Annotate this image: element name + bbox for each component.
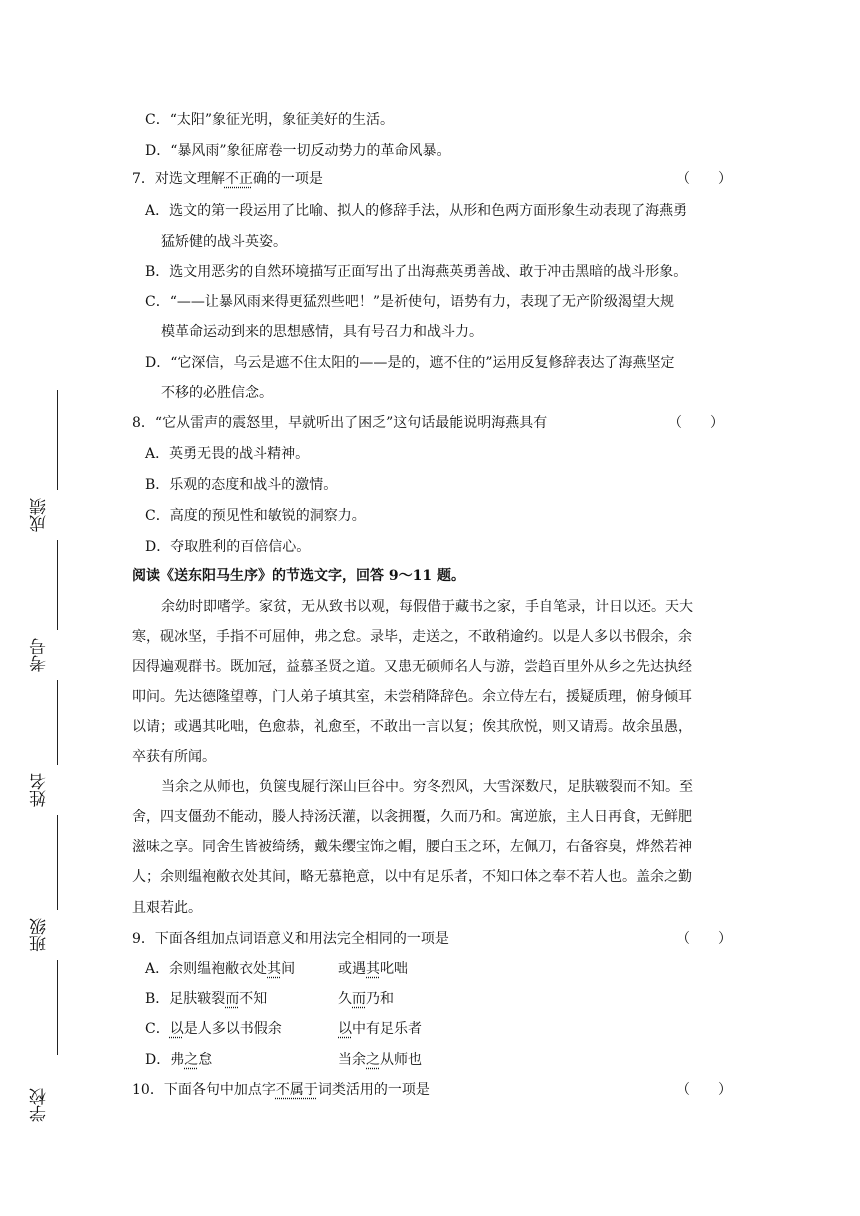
q6-option-c: C．“太阳”象征光明，象征美好的生活。 [145,112,395,128]
q7-stem-post: 确的一项是 [252,171,323,187]
passage-p1-line: 因得遍观群书。既加冠，益慕圣贤之道。又患无硕师名人与游，尝趋百里外从乡之先达执经 [132,659,692,675]
q10-answer-paren: （ ） [676,1082,732,1098]
passage-p2-line: 且艰若此。 [132,900,202,916]
dotted-word: 之 [184,1052,199,1068]
passage-p1-line: 卒获有所闻。 [132,749,216,765]
q7-option-a-line1: A．选文的第一段运用了比喻、拟人的修辞手法，从形和色两方面形象生动表现了海燕勇 [145,203,688,219]
dotted-word: 其 [366,961,380,977]
option-text: A．余则缊袍敝衣处 [145,961,268,977]
option-text: 久 [338,991,352,1007]
q7-option-c-line1: C．“——让暴风雨来得更猛烈些吧！”是祈使句，语势有力，表现了无产阶级渴望大规 [145,294,675,310]
binding-label-exam-no: 考号 [30,638,50,672]
q7-stem [132,169,323,189]
q9-option-d-right [338,1050,422,1070]
dotted-word: 以 [169,1021,184,1037]
binding-label-name: 姓名 [30,773,50,807]
q8-answer-paren: （ ） [668,415,724,431]
passage-p1-line: 以请；或遇其叱咄，色愈恭，礼愈至，不敢出一言以复；俟其欣悦，则又请焉。故余虽愚， [132,719,692,735]
q9-option-b-left [145,989,267,1009]
q9-answer-paren: （ ） [676,931,732,947]
passage-p1-line: 叩问。先达德隆望尊，门人弟子填其室，未尝稍降辞色。余立侍左右，援疑质理，俯身倾耳 [132,689,692,705]
option-text: 不知 [239,991,268,1007]
q9-stem: 9．下面各组加点词语意义和用法完全相同的一项是 [132,931,449,947]
reading-heading: 阅读《送东阳马生序》的节选文字，回答 9～11 题。 [132,568,465,584]
q7-option-c-line2: 模革命运动到来的思想感情，具有号召力和战斗力。 [161,324,483,340]
q9-option-c-right [338,1019,422,1039]
q7-option-d-line2: 不移的必胜信念。 [161,385,273,401]
binding-rule [57,680,58,765]
q10-stem-pre: 10．下面各句中加点字 [132,1082,276,1098]
option-text: 或遇 [338,961,366,977]
q8-option-a: A．英勇无畏的战斗精神。 [145,446,310,462]
passage-p1-line: 余幼时即嗜学。家贫，无从致书以观，每假借于藏书之家，手自笔录，计日以还。天大 [161,599,693,615]
option-text: 是人多以书假余 [183,1021,282,1037]
option-text: C． [145,1021,170,1037]
q8-option-c: C．高度的预见性和敏锐的洞察力。 [145,508,366,524]
q7-option-a-line2: 猛矫健的战斗英姿。 [161,234,287,250]
q10-stem-post: 词类活用的一项是 [317,1082,430,1098]
binding-rule [57,815,58,910]
passage-p1-line: 寒，砚冰坚，手指不可屈伸，弗之怠。录毕，走送之，不敢稍逾约。以是人多以书假余，余 [132,629,692,645]
binding-label-school: 学校 [30,1088,50,1122]
dotted-word: 之 [366,1052,380,1068]
q10-stem-emph: 不属于 [275,1082,318,1098]
q9-option-a-right [338,959,408,979]
option-text: 从师也 [380,1052,422,1068]
binding-label-score: 成绩 [30,498,50,532]
q8-option-d: D．夺取胜利的百倍信心。 [145,539,311,555]
passage-p2-line: 舍，四支僵劲不能动，媵人持汤沃灌，以衾拥覆，久而乃和。寓逆旅，主人日再食，无鲜肥 [132,809,692,825]
q9-option-d-left [145,1050,212,1070]
dotted-word: 以 [338,1021,352,1037]
q7-stem-emph: 不正 [224,171,253,187]
passage-p2-line: 当余之从师也，负箧曳屣行深山巨谷中。穷冬烈风，大雪深数尺，足肤皲裂而不知。至 [161,779,693,795]
option-text: 中有足乐者 [352,1021,422,1037]
option-text: D．弗 [145,1052,185,1068]
q10-stem [132,1080,430,1100]
binding-rule [57,390,58,490]
q9-option-c-left [145,1019,282,1039]
q8-option-b: B．乐观的态度和战斗的激情。 [145,477,338,493]
option-text: 怠 [198,1052,213,1068]
option-text: B．足肤皲裂 [145,991,226,1007]
q9-option-a-left [145,959,295,979]
q7-option-b: B．选文用恶劣的自然环境描写正面写出了出海燕英勇善战、敢于冲击黑暗的战斗形象。 [145,264,688,280]
q6-option-d: D．“暴风雨”象征席卷一切反动势力的革命风暴。 [145,143,451,159]
passage-p2-line: 人；余则缊袍敝衣处其间，略无慕艳意，以中有足乐者，不知口体之奉不若人也。盖余之勤 [132,869,692,885]
dotted-word: 而 [352,991,366,1007]
binding-rule [57,960,58,1055]
q7-option-d-line1: D．“它深信，乌云是遮不住太阳的——是的，遮不住的”运用反复修辞表达了海燕坚定 [145,355,675,371]
q7-stem-pre: 7．对选文理解 [132,171,225,187]
dotted-word: 而 [225,991,240,1007]
binding-rule [57,540,58,630]
option-text: 间 [281,961,296,977]
option-text: 当余 [338,1052,366,1068]
q7-answer-paren: （ ） [676,171,732,187]
binding-label-class: 班级 [30,918,50,952]
passage-p2-line: 滋味之享。同舍生皆被绮绣，戴朱缨宝饰之帽，腰白玉之环，左佩刀，右备容臭，烨然若神 [132,839,692,855]
q8-stem: 8．“它从雷声的震怒里，早就听出了困乏”这句话最能说明海燕具有 [132,415,548,431]
q9-option-b-right [338,989,394,1009]
option-text: 叱咄 [380,961,408,977]
option-text: 乃和 [366,991,394,1007]
dotted-word: 其 [267,961,282,977]
